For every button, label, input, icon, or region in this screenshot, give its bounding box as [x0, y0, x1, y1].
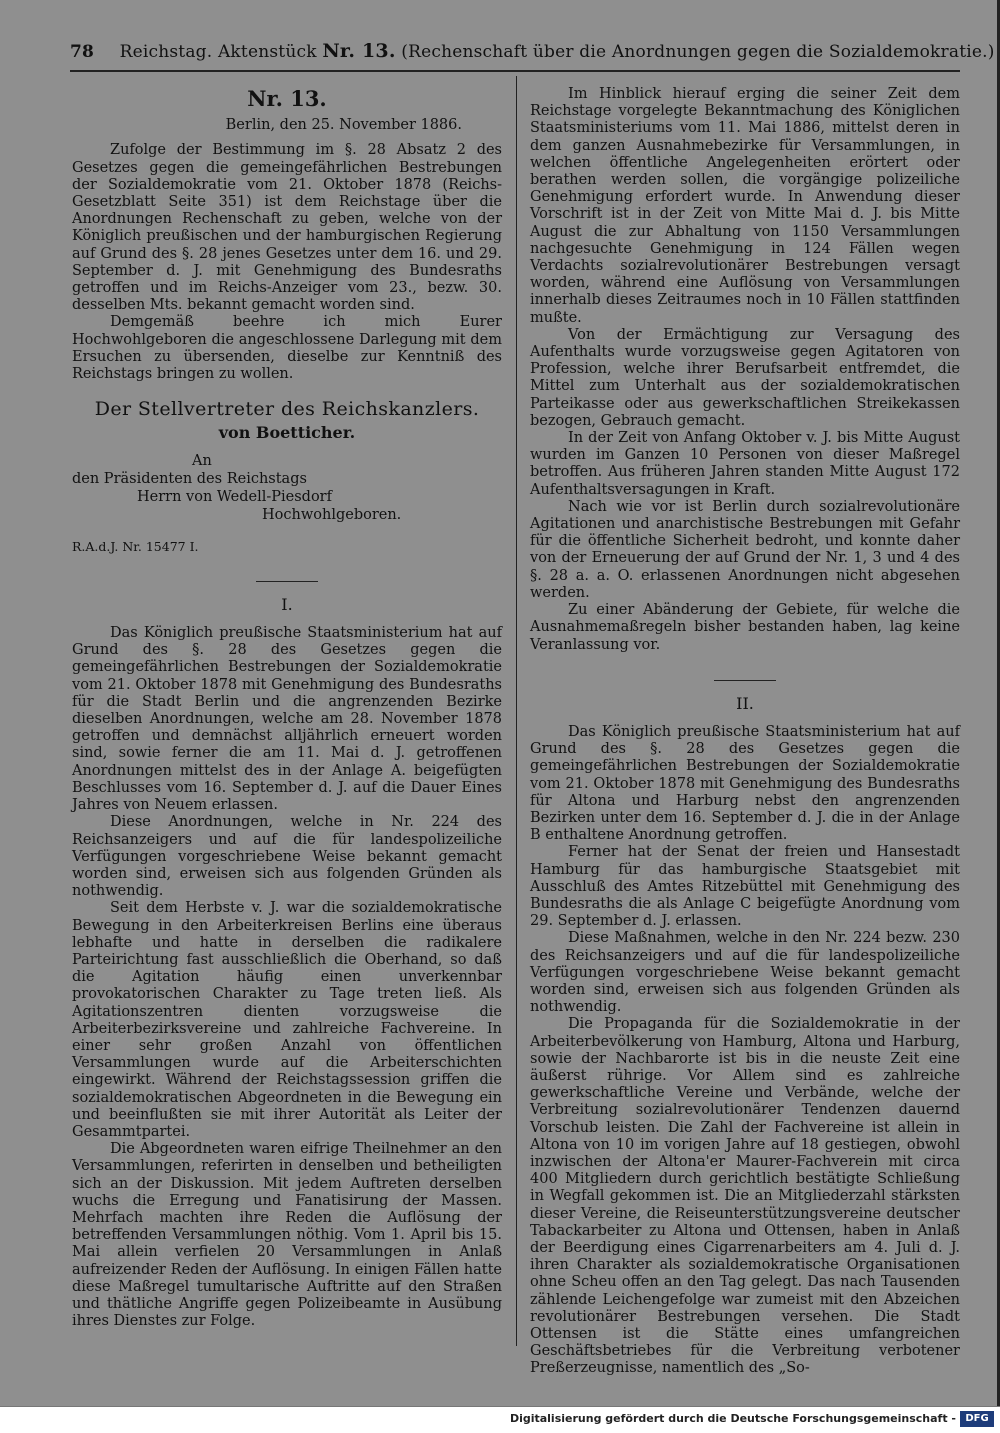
paragraph: In der Zeit von Anfang Oktober v. J. bis Mitte August wurden im Ganzen 10 Personen von dieser Maßregel betroffen. Aus früheren Jahren standen Mitte August 172 Aufenthaltsversagungen in Kraft. [530, 430, 960, 498]
header-title-start: Reichstag. Aktenstück [119, 42, 317, 62]
paragraph: Ferner hat der Senat der freien und Hansestadt Hamburg für das hamburgische Staatsgebiet mit Ausschluß des Amtes Ritzebüttel mit Genehmigung des Bundesraths die als Anlage C beigefügte Anordnung vom 29. September d. J. erlassen. [530, 844, 960, 930]
reference-number: R.A.d.J. Nr. 15477 I. [72, 538, 199, 554]
paragraph: Im Hinblick hierauf erging die seiner Zeit dem Reichstage vorgelegte Bekanntmachung des Königlichen Staatsministeriums vom 11. Mai 1886, mittelst deren in dem ganzen Ausnahmebezirke für Versammlungen, in welchen öffentliche Angelegenheiten erörtert oder berathen werden sollen, die vorgängige polizeiliche Genehmigung erfordert wurde. In Anwendung dieser Vorschrift ist in der Zeit von Mitte Mai d. J. bis Mitte August die zur Abhaltung von 1150 Versammlungen nachgesuchte Genehmigung in 124 Fällen wegen Verdachts sozialrevolutionärer Bestrebungen versagt worden, während eine Auflösung von Versammlungen innerhalb dieses Zeitraumes noch in 10 Fällen stattfinden mußte. [530, 86, 960, 326]
section-heading: II. [736, 693, 754, 713]
paragraph: Nach wie vor ist Berlin durch sozialrevolutionäre Agitationen und anarchistische Bestrebungen mit Gefahr für die öffentliche Sicherheit bedroht, und konnte daher von der Erneuerung der auf Grund der Nr. 1, 3 und 4 des §. 28 a. a. O. erlassenen Anordnungen nicht abgesehen werden. [530, 498, 960, 601]
paragraph: Demgemäß beehre ich mich Eurer Hochwohlgeboren die angeschlossene Darlegung mit dem Ersuchen zu übersenden, dieselbe zur Kenntniß des Reichstags bringen zu wollen. [72, 314, 502, 383]
header-rule [70, 70, 960, 72]
dateline: Berlin, den 25. November 1886. [225, 117, 462, 134]
address-line: An [192, 452, 212, 469]
paragraph: Das Königlich preußische Staatsministerium hat auf Grund des §. 28 des Gesetzes gegen die gemeingefährlichen Bestrebungen der Sozialdemokratie vom 21. Oktober 1878 mit Genehmigung des Bundesraths für die Stadt Berlin und die angrenzenden Bezirke dieselben Anordnungen, welche am 28. November 1878 getroffen und demnächst alljährlich erneuert worden sind, sowie ferner die am 11. Mai d. J. getroffenen Anordnungen mittelst des in der Anlage A. beigefügten Beschlusses vom 16. September d. J. auf die Dauer Eines Jahres von Neuem erlassen. [72, 625, 502, 814]
digitization-footer [0, 1406, 1000, 1433]
paragraph: Von der Ermächtigung zur Versagung des Aufenthalts wurde vorzugsweise gegen Agitatoren von Profession, welche ihrer Berufsarbeit entfremdet, die Mittel zum Unterhalt aus der sozialdemokratischen Parteikasse oder aus gewerkschaftlichen Streikekassen bezogen, Gebrauch gemacht. [530, 326, 960, 429]
paragraph: Zu einer Abänderung der Gebiete, für welche die Ausnahmemaßregeln bisher bestanden haben, lag keine Veranlassung vor. [530, 602, 960, 653]
document-title: Nr. 13. [247, 86, 327, 111]
paragraph: Die Propaganda für die Sozialdemokratie in der Arbeiterbevölkerung von Hamburg, Altona und Harburg, sowie der Nachbarorte ist bis in die neuste Zeit eine äußerst rührige. Vor Allem sind es zahlreiche gewerkschaftliche Vereine und Verbände, welche der Verbreitung sozialrevolutionärer Tendenzen dauernd Vorschub leisten. Die Zahl der Fachvereine ist allein in Altona von 10 im vorigen Jahre auf 18 gestiegen, obwohl inzwischen der Altona'er Maurer-Fachverein mit circa 400 Mitgliedern durch gerichtlich bestätigte Schließung in Wegfall gekommen ist. Die an Mitgliederzahl stärksten dieser Vereine, die Reiseunterstützungsvereine deutscher Tabackarbeiter zu Altona und Ottensen, haben in Anlaß der Beerdigung eines Cigarrenarbeiters am 4. Juli d. J. ihren Charakter als sozialdemokratische Organisationen ohne Scheu offen an den Tag gelegt. Das nach Tausenden zählende Leichengefolge war zumeist mit den Abzeichen revolutionärer Bestrebungen versehen. Die Stadt Ottensen ist die Stätte eines umfangreichen Geschäftsbetriebes für die Verbreitung verbotener Preßerzeugnisse, namentlich des „So- [530, 1016, 960, 1377]
address-line: Hochwohlgeboren. [262, 506, 402, 523]
address-line: Herrn von Wedell-Piesdorf [137, 488, 332, 505]
running-header [70, 40, 995, 63]
paragraph: Seit dem Herbste v. J. war die sozialdemokratische Bewegung in den Arbeiterkreisen Berlins eine überaus lebhafte und hatte in derselben die radikalere Parteirichtung fast ausschließlich die Oberhand, so daß die Agitation häufig einen unverkennbar provokatorischen Charakter zu Tage treten ließ. Als Agitationszentren dienten vorzugsweise die Arbeiterbezirksvereine und zahlreiche Fachvereine. In einer sehr großen Anzahl von öffentlichen Versammlungen wurde auf die Arbeiterschichten eingewirkt. Während der Reichstagssession griffen die sozialdemokratischen Abgeordneten in die Bewegung ein und beeinflußten sie mit ihrer Autorität als Leiter der Gesammtpartei. [72, 900, 502, 1140]
paragraph: Diese Maßnahmen, welche in den Nr. 224 bezw. 230 des Reichsanzeigers und auf die für landespolizeiliche Verfügungen vorgeschriebene Weise bekannt gemacht worden sind, erweisen sich aus folgenden Gründen als nothwendig. [530, 930, 960, 1016]
paragraph: Zufolge der Bestimmung im §. 28 Absatz 2 des Gesetzes gegen die gemeingefährlichen Bestrebungen der Sozialdemokratie vom 21. Oktober 1878 (Reichs-Gesetzblatt Seite 351) ist dem Reichstage über die Anordnungen Rechenschaft zu geben, welche von der Königlich preußischen und der hamburgischen Regierung auf Grund des §. 28 jenes Gesetzes unter dem 16. und 29. September d. J. mit Genehmigung des Bundesraths getroffen und im Reichs-Anzeiger vom 23., bezw. 30. desselben Mts. bekannt gemacht worden sind. [72, 142, 502, 314]
funding-credit: Digitalisierung gefördert durch die Deutsche Forschungsgemeinschaft - [509, 1412, 956, 1425]
page-number: 78 [70, 42, 95, 62]
section-rule [714, 680, 776, 681]
column-divider [516, 76, 517, 1346]
header-doc-number: Nr. 13. [322, 40, 396, 62]
paragraph: Das Königlich preußische Staatsministerium hat auf Grund des §. 28 des Gesetzes gegen die gemeingefährlichen Bestrebungen der Sozialdemokratie vom 21. Oktober 1878 mit Genehmigung des Bundesraths für Altona und Harburg nebst den angrenzenden Bezirken unter dem 16. September d. J. die in der Anlage B enthaltene Anordnung getroffen. [530, 723, 960, 844]
left-column [72, 86, 502, 1330]
signer-name: von Boetticher. [218, 423, 356, 443]
section-heading: I. [281, 594, 293, 614]
section-rule [256, 581, 318, 582]
header-title-end: (Rechenschaft über die Anordnungen gegen die Sozialdemokratie.) [401, 42, 995, 62]
signer-title: Der Stellvertreter des Reichskanzlers. [94, 398, 480, 421]
paragraph: Die Abgeordneten waren eifrige Theilnehmer an den Versammlungen, referirten in denselben und betheiligten sich an der Diskussion. Mit jedem Auftreten derselben wuchs die Erregung und Fanatisirung der Massen. Mehrfach machten ihre Reden die Auflösung der betreffenden Versammlungen nöthig. Vom 1. April bis 15. Mai allein verfielen 20 Versammlungen in Anlaß aufreizender Reden der Auflösung. In einigen Fällen hatte diese Maßregel tumultarische Auftritte auf den Straßen und thätliche Angriffe gegen Polizeibeamte in Ausübung ihres Dienstes zur Folge. [72, 1141, 502, 1330]
paragraph: Diese Anordnungen, welche in Nr. 224 des Reichsanzeigers und auf die für landespolizeiliche Verfügungen vorgeschriebene Weise bekannt gemacht worden sind, erweisen sich aus folgenden Gründen als nothwendig. [72, 814, 502, 900]
right-column [530, 86, 960, 1378]
dfg-logo: DFG [960, 1411, 994, 1427]
address-line: den Präsidenten des Reichstags [72, 470, 307, 487]
